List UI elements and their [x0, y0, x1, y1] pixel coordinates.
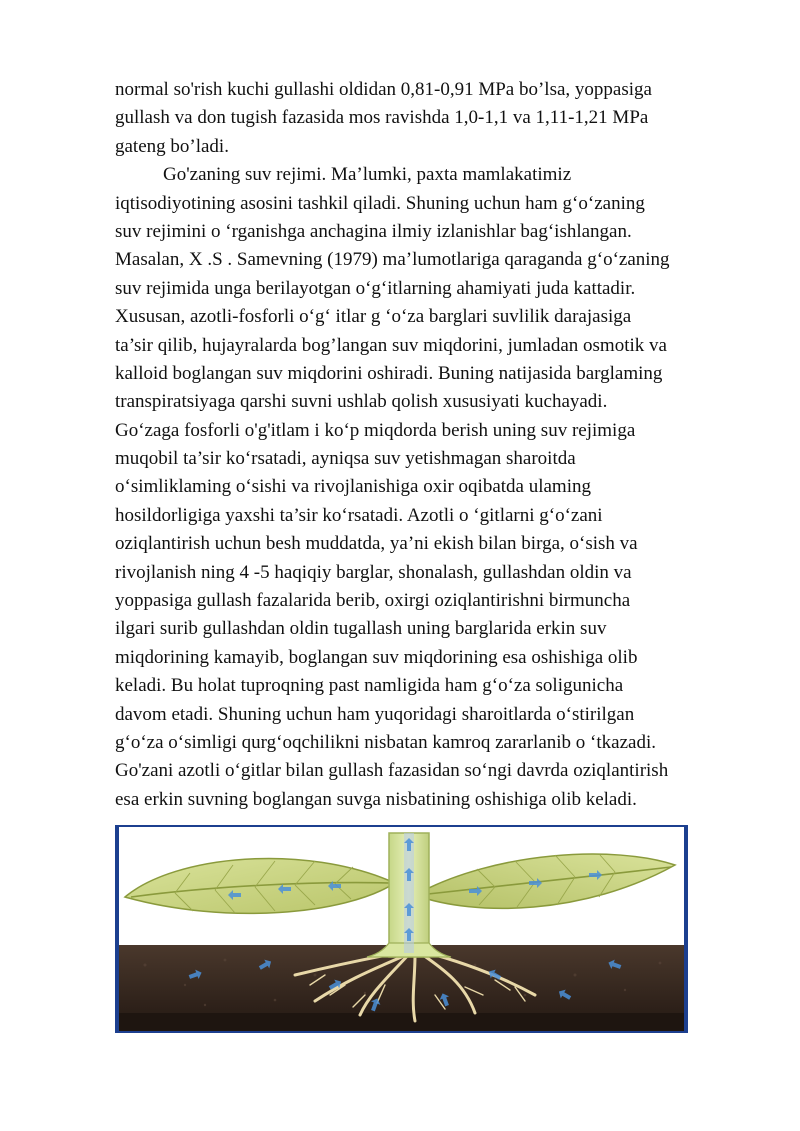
text-line: esa erkin suvning boglangan suvga nisbatining oshishiga olib keladi.: [115, 788, 637, 810]
text-line: hosildorligiga yaxshi ta’sir ko‘rsatadi. Azotli o ‘gitlarni g‘o‘zani: [115, 504, 603, 526]
text-line: miqdorining kamayib, boglangan suv miqdorining esa oshishiga olib: [115, 646, 638, 668]
text-line: transpiratsiyaga qarshi suvni ushlab qolish xususiyati kuchayadi.: [115, 391, 608, 413]
text-line: o‘simliklaming o‘sishi va rivojlanishiga oxir oqibatda ulaming: [115, 476, 591, 498]
soil-bottom-band: [119, 1013, 684, 1031]
text-line: normal so'rish kuchi gullashi oldidan 0,81-0,91 MPa bo’lsa, yoppasiga: [115, 79, 652, 100]
text-line: yoppasiga gullash fazalarida berib, oxirgi oziqlantirishni birmuncha: [115, 590, 631, 612]
text-line: ta’sir qilib, hujayralarda bog’langan suv miqdorini, jumladan osmotik va: [115, 334, 667, 356]
text-line: gullash va don tugish fazasida mos ravishda 1,0-1,1 va 1,11-1,21 MPa: [115, 107, 649, 129]
text-line: keladi. Bu holat tuproqning past namligida ham g‘o‘za soligunicha: [115, 675, 624, 697]
text-line: Xususan, azotli-fosforli o‘g‘ itlar g ‘o‘za barglari suvlilik darajasiga: [115, 306, 632, 328]
text-line: muqobil ta’sir ko‘rsatadi, ayniqsa suv yetishmagan sharoitda: [115, 448, 576, 470]
text-line: Masalan, X .S . Samevning (1979) ma’lumotlariga qaraganda g‘o‘zaning: [115, 249, 670, 271]
text-line: g‘o‘za o‘simligi qurg‘oqchilikni nisbatan kamroq zararlanib o ‘tkazadi.: [115, 731, 656, 753]
text-line: iqtisodiyotining asosini tashkil qiladi. Shuning uchun ham g‘o‘zaning: [115, 192, 645, 214]
text-line: Go'zani azotli o‘gitlar bilan gullash fazasidan so‘ngi davrda oziqlantirish: [115, 760, 669, 782]
text-line: ilgari surib gullashdan oldin tugallash uning barglarida erkin suv: [115, 618, 607, 640]
body-text: [115, 76, 755, 814]
text-line: oziqlantirish uchun besh muddatda, ya’ni ekish bilan birga, o‘sish va: [115, 533, 638, 555]
plant-diagram-svg: [115, 825, 688, 1033]
text-line: rivojlanish ning 4 -5 haqiqiy barglar, shonalash, gullashdan oldin va: [115, 561, 632, 583]
text-line: kalloid boglangan suv miqdorini oshiradi. Buning natijasida barglaming: [115, 362, 663, 384]
text-line: suv rejimini o ‘rganishga anchagina ilmiy izlanishlar bag‘ishlangan.: [115, 220, 632, 242]
text-line: gateng bo’ladi.: [115, 135, 229, 157]
text-line: davom etadi. Shuning uchun ham yuqoridagi sharoitlarda o‘stirilgan: [115, 703, 635, 725]
plant-water-illustration: [115, 825, 688, 1033]
text-line: suv rejimida unga berilayotgan o‘g‘itlarning ahamiyati juda kattadir.: [115, 277, 636, 299]
text-line: Go'zaning suv rejimi. Ma’lumki, paxta mamlakatimiz: [163, 164, 572, 186]
text-line: Go‘zaga fosforli o'g'itlam i ko‘p miqdorda berish uning suv rejimiga: [115, 419, 636, 441]
